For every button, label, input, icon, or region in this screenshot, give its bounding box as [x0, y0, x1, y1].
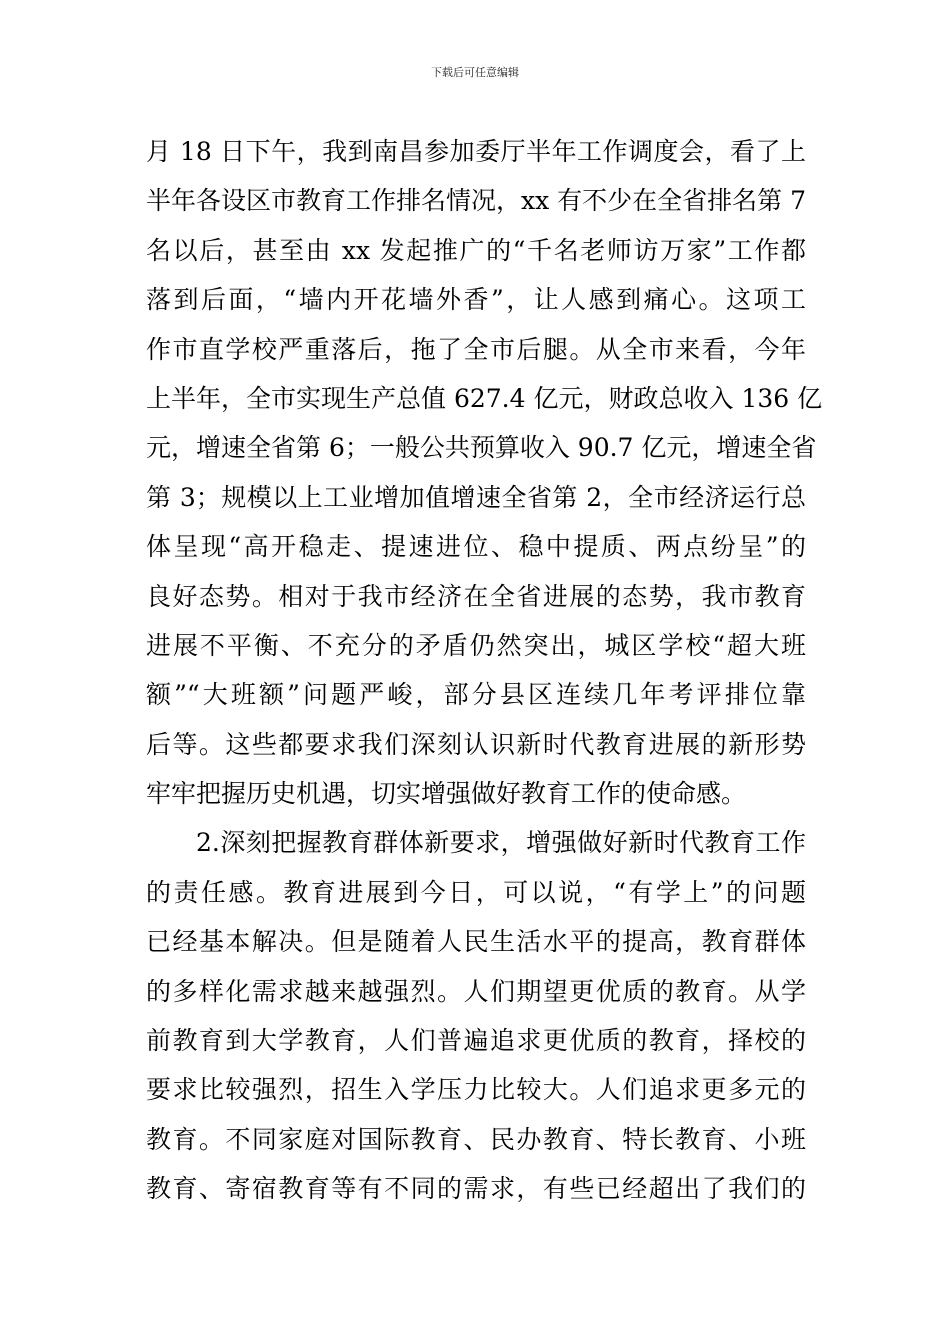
text-line: 后等。这些都要求我们深刻认识新时代教育进展的新形势 [146, 729, 806, 759]
text-line: 第 3；规模以上工业增加值增速全省第 2，全市经济运行总 [146, 482, 806, 512]
text-line: 良好态势。相对于我市经济在全省进展的态势，我市教育 [146, 581, 806, 611]
text-line: 前教育到大学教育，人们普遍追求更优质的教育，择校的 [146, 1026, 806, 1056]
text-line: 落到后面，“墙内开花墙外香”，让人感到痛心。这项工 [146, 285, 806, 315]
text-line: 名以后，甚至由 xx 发起推广的“千名老师访万家”工作都 [146, 235, 806, 265]
paragraph-1 [146, 127, 823, 818]
text-line: 进展不平衡、不充分的矛盾仍然突出，城区学校“超大班 [146, 630, 806, 660]
text-line: 2.深刻把握教育群体新要求，增强做好新时代教育工作 [196, 828, 806, 858]
text-line: 额”“大班额”问题严峻，部分县区连续几年考评排位靠 [146, 680, 806, 710]
text-line: 教育、寄宿教育等有不同的需求，有些已经超出了我们的 [146, 1174, 806, 1204]
text-line: 体呈现“高开稳走、提速进位、稳中提质、两点纷呈”的 [146, 532, 806, 562]
paragraph-2 [146, 818, 806, 1213]
text-line: 月 18 日下午，我到南昌参加委厅半年工作调度会，看了上 [146, 137, 806, 166]
text-line: 要求比较强烈，招生入学压力比较大。人们追求更多元的 [146, 1075, 806, 1105]
text-line: 元，增速全省第 6；一般公共预算收入 90.7 亿元，增速全省 [146, 433, 817, 463]
text-line: 的多样化需求越来越强烈。人们期望更优质的教育。从学 [146, 976, 806, 1006]
document-body [146, 127, 823, 1214]
text-line: 教育。不同家庭对国际教育、民办教育、特长教育、小班 [146, 1124, 806, 1154]
text-line: 牢牢把握历史机遇，切实增强做好教育工作的使命感。 [146, 779, 747, 809]
text-line: 半年各设区市教育工作排名情况，xx 有不少在全省排名第 7 [146, 186, 806, 216]
page-header: 下载后可任意编辑 [431, 66, 519, 79]
text-line: 已经基本解决。但是随着人民生活水平的提高，教育群体 [146, 927, 806, 957]
text-line: 上半年，全市实现生产总值 627.4 亿元，财政总收入 136 亿 [146, 383, 823, 413]
text-line: 的责任感。教育进展到今日，可以说，“有学上”的问题 [146, 877, 806, 907]
text-line: 作市直学校严重落后，拖了全市后腿。从全市来看，今年 [146, 334, 806, 364]
